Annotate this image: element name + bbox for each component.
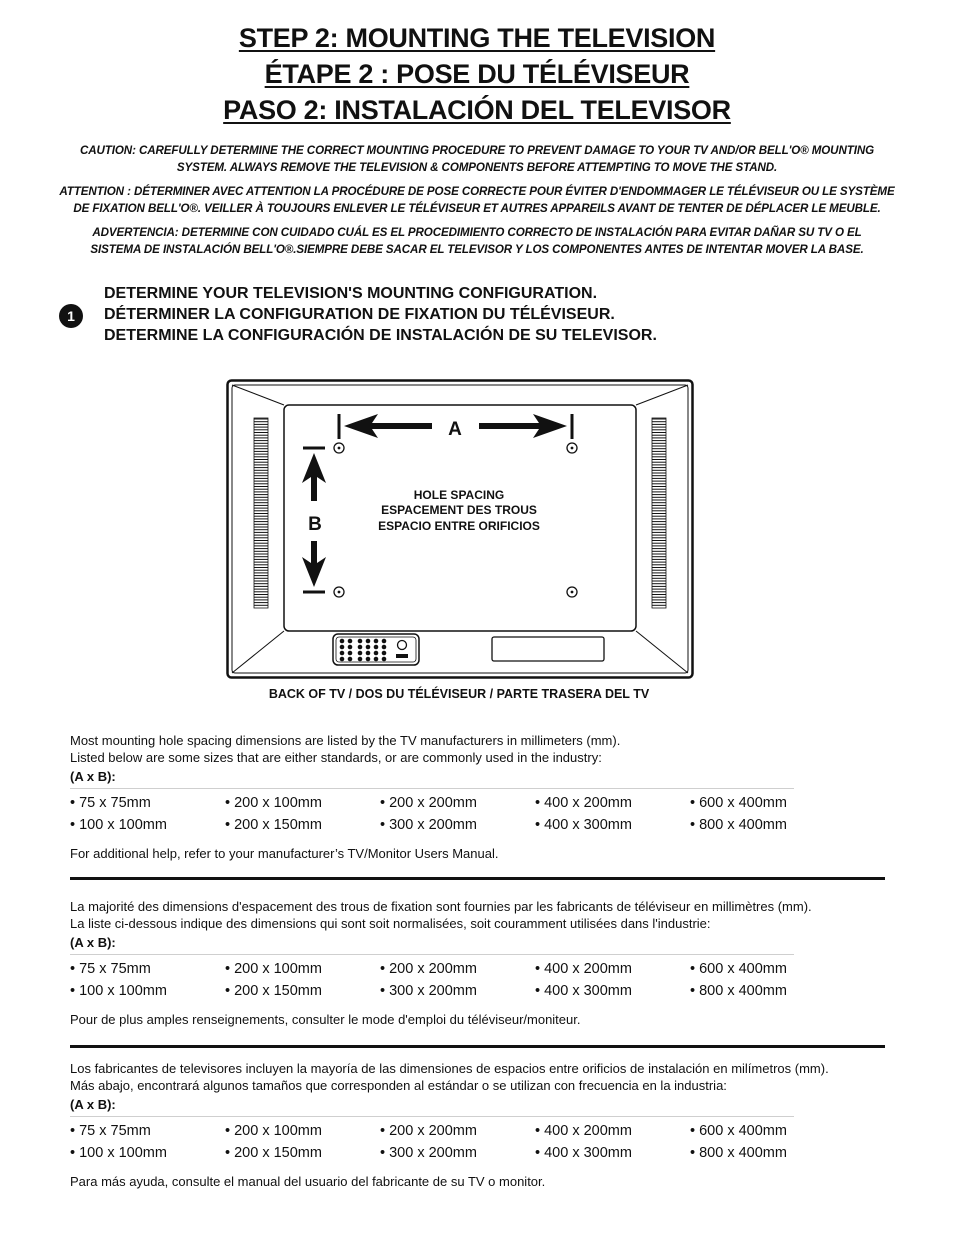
size-item: • 600 x 400mm	[690, 795, 787, 811]
connector-panel-icon	[333, 634, 419, 665]
sizes-section-english	[70, 733, 900, 862]
mounting-hole-bottom-right-icon	[567, 587, 577, 597]
size-item: • 100 x 100mm	[70, 983, 167, 999]
size-item: • 300 x 200mm	[380, 817, 477, 833]
size-item: • 100 x 100mm	[70, 817, 167, 833]
axb-heading: (A x B):	[70, 935, 794, 955]
step-instruction-french: DÉTERMINER LA CONFIGURATION DE FIXATION DU TÉLÉVISEUR.	[104, 306, 615, 323]
mounting-hole-top-right-icon	[567, 443, 577, 453]
intro-line: Listed below are some sizes that are either standards, or are commonly used in the industry:	[70, 749, 602, 765]
size-item: • 200 x 100mm	[225, 795, 322, 811]
caution-line: CAUTION: CAREFULLY DETERMINE THE CORRECT MOUNTING PROCEDURE TO PREVENT DAMAGE TO YOUR TV AND/OR BELL'O® MOUNTING	[79, 144, 875, 157]
caution-spanish	[48, 224, 906, 258]
diagram-caption: BACK OF TV / DOS DU TÉLÉVISEUR / PARTE TRASERA DEL TV	[268, 687, 650, 701]
step-number-badge: 1	[59, 304, 83, 328]
hole-spacing-label-spanish: ESPACIO ENTRE ORIFICIOS	[378, 519, 540, 533]
size-item: • 75 x 75mm	[70, 795, 151, 811]
mounting-hole-top-left-icon	[334, 443, 344, 453]
tv-back-diagram	[226, 379, 694, 679]
size-item: • 800 x 400mm	[690, 983, 787, 999]
step-instruction-english: DETERMINE YOUR TELEVISION'S MOUNTING CONFIGURATION.	[104, 285, 598, 302]
caution-line: ATTENTION : DÉTERMINER AVEC ATTENTION LA PROCÉDURE DE POSE CORRECTE POUR ÉVITER D'ENDOMMAGER LE TÉLÉVISEUR OU LE SYSTÈME	[59, 185, 895, 198]
size-item: • 600 x 400mm	[690, 961, 787, 977]
caution-english	[48, 142, 906, 176]
caution-line: ADVERTENCIA: DETERMINE CON CUIDADO CUÁL ES EL PROCEDIMIENTO CORRECTO DE INSTALACIÓN PARA EVITAR DAÑAR SU TV O EL	[92, 226, 862, 239]
size-item: • 300 x 200mm	[380, 1145, 477, 1161]
hole-spacing-label-english: HOLE SPACING	[413, 488, 505, 502]
size-item: • 200 x 100mm	[225, 1123, 322, 1139]
size-item: • 200 x 100mm	[225, 961, 322, 977]
step-instruction-spanish: DETERMINE LA CONFIGURACIÓN DE INSTALACIÓN DE SU TELEVISOR.	[104, 327, 657, 344]
size-item: • 200 x 200mm	[380, 961, 477, 977]
size-list	[70, 792, 900, 836]
dimension-b-label: B	[308, 514, 322, 535]
title-english: STEP 2: MOUNTING THE TELEVISION	[238, 23, 716, 53]
mounting-hole-bottom-left-icon	[334, 587, 344, 597]
intro-line: La liste ci-dessous indique des dimensions qui sont soit normalisées, soit couramment utilisées dans l'industrie:	[70, 915, 711, 931]
help-note: Pour de plus amples renseignements, consulter le mode d'emploi du téléviseur/moniteur.	[70, 1012, 581, 1027]
title-spanish: PASO 2: INSTALACIÓN DEL TELEVISOR	[223, 95, 731, 125]
size-item: • 100 x 100mm	[70, 1145, 167, 1161]
intro-line: La majorité des dimensions d'espacement des trous de fixation sont fournies par les fabricants de téléviseur en millimètres (mm).	[70, 899, 812, 914]
section-divider	[70, 1045, 885, 1048]
intro-line: Most mounting hole spacing dimensions are listed by the TV manufacturers in millimeters (mm).	[70, 733, 621, 748]
size-item: • 200 x 150mm	[225, 983, 322, 999]
size-item: • 300 x 200mm	[380, 983, 477, 999]
size-item: • 200 x 200mm	[380, 795, 477, 811]
intro-line: Los fabricantes de televisores incluyen la mayoría de las dimensiones de espacios entre orificios de instalación en milímetros (mm).	[70, 1061, 829, 1076]
sizes-section-spanish	[70, 1061, 900, 1190]
size-item: • 400 x 200mm	[535, 961, 632, 977]
size-item: • 400 x 200mm	[535, 1123, 632, 1139]
size-item: • 400 x 300mm	[535, 1145, 632, 1161]
help-note: For additional help, refer to your manufacturer’s TV/Monitor Users Manual.	[70, 846, 499, 861]
intro-line: Más abajo, encontrará algunos tamaños que corresponden al estándar o se utilizan con frecuencia en la industria:	[70, 1077, 727, 1093]
size-list	[70, 958, 900, 1002]
axb-heading: (A x B):	[70, 769, 794, 789]
size-item: • 400 x 200mm	[535, 795, 632, 811]
label-plate	[492, 637, 604, 661]
size-item: • 800 x 400mm	[690, 817, 787, 833]
size-item: • 75 x 75mm	[70, 1123, 151, 1139]
size-item: • 75 x 75mm	[70, 961, 151, 977]
size-item: • 200 x 150mm	[225, 1145, 322, 1161]
section-divider	[70, 877, 885, 880]
size-item: • 600 x 400mm	[690, 1123, 787, 1139]
size-list	[70, 1120, 900, 1164]
axb-heading: (A x B):	[70, 1097, 794, 1117]
size-item: • 800 x 400mm	[690, 1145, 787, 1161]
size-item: • 400 x 300mm	[535, 817, 632, 833]
size-item: • 200 x 200mm	[380, 1123, 477, 1139]
sizes-section-french	[70, 899, 900, 1028]
caution-french	[48, 183, 906, 217]
title-french: ÉTAPE 2 : POSE DU TÉLÉVISEUR	[264, 59, 690, 89]
dimension-a-label: A	[448, 419, 462, 440]
hole-spacing-label-french: ESPACEMENT DES TROUS	[381, 503, 537, 517]
size-item: • 400 x 300mm	[535, 983, 632, 999]
caution-line: SYSTEM. ALWAYS REMOVE THE TELEVISION & COMPONENTS BEFORE ATTEMPTING TO MOVE THE STAND.	[176, 161, 778, 174]
help-note: Para más ayuda, consulte el manual del usuario del fabricante de su TV o monitor.	[70, 1174, 546, 1189]
size-item: • 200 x 150mm	[225, 817, 322, 833]
caution-line: DE FIXATION BELL'O®. VEILLER À TOUJOURS ENLEVER LE TÉLÉVISEUR ET AUTRES APPAREILS AVANT DE TENTER DE DÉPLACER LE MEUBLE.	[73, 202, 881, 215]
caution-line: SISTEMA DE INSTALACIÓN BELL'O®.SIEMPRE DEBE SACAR EL TELEVISOR Y LOS COMPONENTES ANTES DE INTENTAR MOVER LA BASE.	[90, 243, 864, 256]
